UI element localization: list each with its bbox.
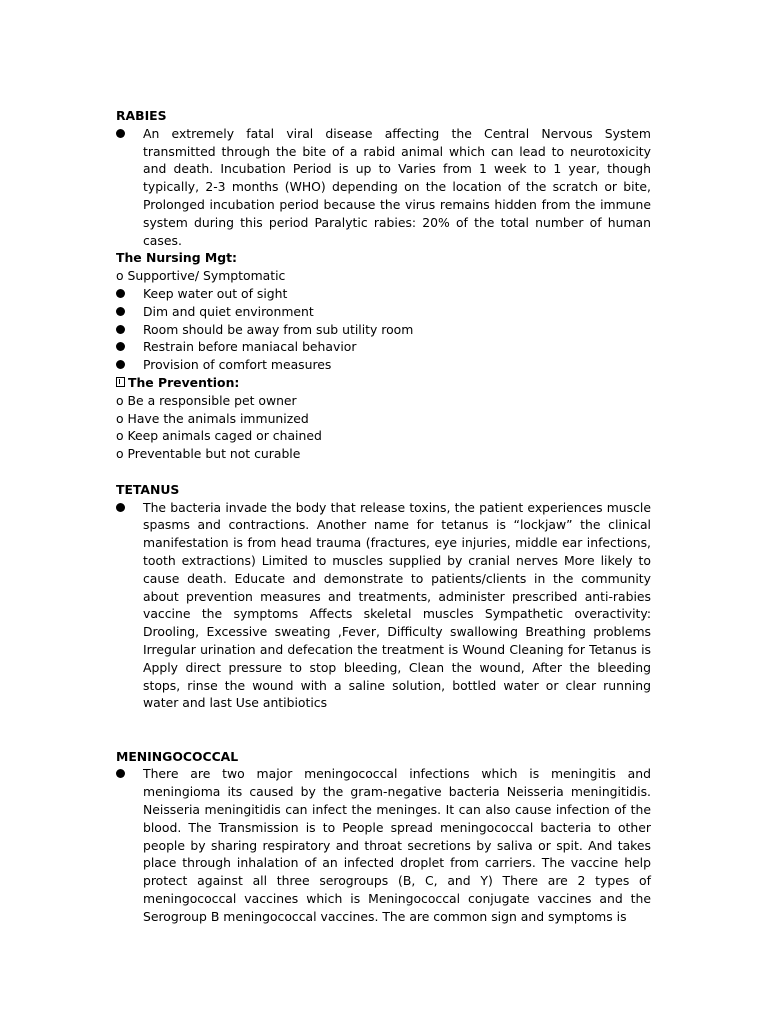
prevention-item: o Have the animals immunized xyxy=(116,410,309,426)
rabies-heading: RABIES xyxy=(116,108,167,123)
nursing-mgt-subitem: o Supportive/ Symptomatic xyxy=(116,268,286,284)
nursing-item-text: Keep water out of sight xyxy=(143,285,288,301)
prevention-item: o Keep animals caged or chained xyxy=(116,428,322,444)
nursing-item xyxy=(116,356,651,374)
prevention-heading: The Prevention: xyxy=(128,374,240,390)
missing-glyph-icon xyxy=(116,377,125,387)
nursing-item xyxy=(116,303,651,321)
bullet-icon xyxy=(116,503,125,512)
meningococcal-description-item xyxy=(116,765,651,925)
tetanus-description: The bacteria invade the body that release toxins, the patient experiences muscle spasms and contractions. Another name for tetanus is “lockjaw” the clinical manifestation is from head trauma (fractures, eye injuries, middle ear infections, tooth extractions) Limited to muscles supplied by cranial nerves More likely to cause death. Educate and demonstrate to patients/clients in the community about prevention measures and treatments, administer prescribed anti-rabies vaccine the symptoms Affects skeletal muscles Sympathetic overactivity: Drooling, Excessive sweating ,Fever, Difficulty swallowing Breathing problems Irregular urination and defecation the treatment is Wound Cleaning for Tetanus is Apply direct pressure to stop bleeding, Clean the wound, After the bleeding stops, rinse the wound with a saline solution, bottled water or clear running water and last Use antibiotics xyxy=(143,499,651,711)
nursing-item xyxy=(116,338,651,356)
tetanus-description-item xyxy=(116,499,651,713)
meningococcal-description: There are two major meningococcal infections which is meningitis and meningioma its caused by the gram-negative bacteria Neisseria meningitidis. Neisseria meningitidis can infect the meninges. It can also cause infection of the blood. The Transmission is to People spread meningococcal bacteria to other people by sharing respiratory and throat secretions by saliva or spit. And takes place through inhalation of an infected droplet from carriers. The vaccine help protect against all three serogroups (B, C, and Y) There are 2 types of meningococcal vaccines which is Meningococcal conjugate vaccines and the Serogroup B meningococcal vaccines. The are common sign and symptoms is xyxy=(143,766,651,924)
rabies-description: An extremely fatal viral disease affecting the Central Nervous System transmitted through the bite of a rabid animal which can lead to neurotoxicity and death. Incubation Period is up to Varies from 1 week to 1 year, though typically, 2-3 months (WHO) depending on the location of the scratch or bite, Prolonged incubation period because the virus remains hidden from the immune system during this period Paralytic rabies: 20% of the total number of human cases. xyxy=(143,125,651,248)
nursing-item-text: Room should be away from sub utility room xyxy=(143,321,414,337)
bullet-icon xyxy=(116,769,125,778)
bullet-icon xyxy=(116,342,125,351)
section-spacer xyxy=(116,712,651,748)
nursing-item-text: Dim and quiet environment xyxy=(143,303,314,319)
nursing-mgt-heading: The Nursing Mgt: xyxy=(116,250,237,266)
nursing-item xyxy=(116,321,651,339)
nursing-item xyxy=(116,285,651,303)
bullet-icon xyxy=(116,289,125,298)
tetanus-heading: TETANUS xyxy=(116,481,180,497)
document-page xyxy=(116,107,651,926)
rabies-description-item xyxy=(116,125,651,250)
bullet-icon xyxy=(116,307,125,316)
prevention-heading-row xyxy=(116,374,651,392)
prevention-item: o Preventable but not curable xyxy=(116,446,301,462)
bullet-icon xyxy=(116,129,125,138)
section-spacer xyxy=(116,463,651,481)
meningococcal-heading: MENINGOCOCCAL xyxy=(116,748,239,764)
bullet-icon xyxy=(116,360,125,369)
prevention-item: o Be a responsible pet owner xyxy=(116,392,297,408)
bullet-icon xyxy=(116,325,125,334)
nursing-item-text: Provision of comfort measures xyxy=(143,357,332,373)
nursing-item-text: Restrain before maniacal behavior xyxy=(143,339,357,355)
